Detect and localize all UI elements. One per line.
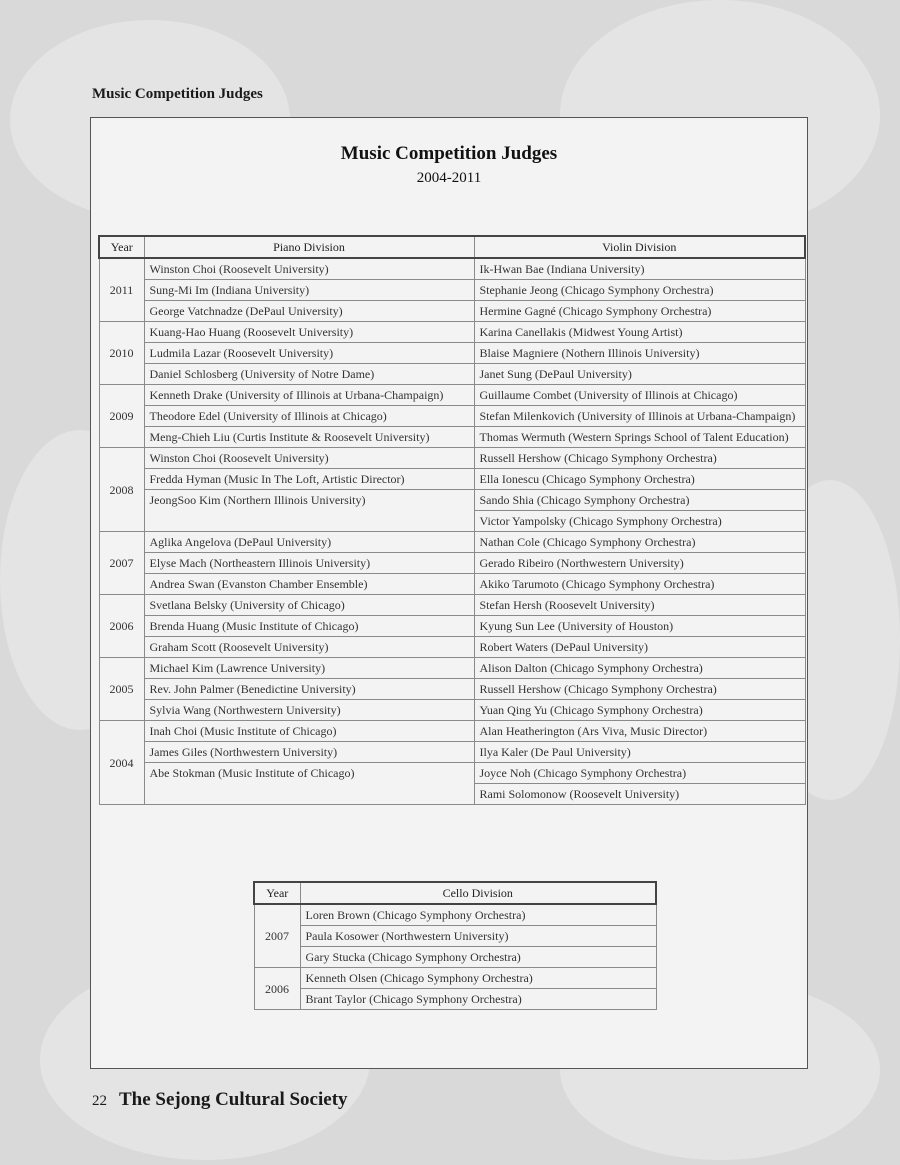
year-cell: 2006 xyxy=(99,595,144,658)
header-piano: Piano Division xyxy=(144,236,474,258)
piano-judge-cell: Ludmila Lazar (Roosevelt University) xyxy=(144,343,474,364)
violin-judge-cell: Janet Sung (DePaul University) xyxy=(474,364,805,385)
piano-judge-cell: James Giles (Northwestern University) xyxy=(144,742,474,763)
piano-judge-cell: Brenda Huang (Music Institute of Chicago) xyxy=(144,616,474,637)
header-year: Year xyxy=(254,882,300,904)
violin-judge-cell: Victor Yampolsky (Chicago Symphony Orchestra) xyxy=(474,511,805,532)
table-row xyxy=(99,343,805,364)
piano-judge-cell: Aglika Angelova (DePaul University) xyxy=(144,532,474,553)
table-header-row xyxy=(254,882,656,904)
table-row xyxy=(99,679,805,700)
table-row xyxy=(99,301,805,322)
violin-judge-cell: Akiko Tarumoto (Chicago Symphony Orchestra) xyxy=(474,574,805,595)
piano-judge-cell: Theodore Edel (University of Illinois at Chicago) xyxy=(144,406,474,427)
year-cell: 2007 xyxy=(99,532,144,595)
page-subtitle: 2004-2011 xyxy=(416,170,482,186)
table-row xyxy=(99,574,805,595)
table-row xyxy=(99,406,805,427)
piano-judge-cell: Winston Choi (Roosevelt University) xyxy=(144,448,474,469)
table-row xyxy=(254,904,656,926)
piano-judge-cell: Kuang-Hao Huang (Roosevelt University) xyxy=(144,322,474,343)
table-row xyxy=(254,947,656,968)
header-violin: Violin Division xyxy=(474,236,805,258)
year-cell: 2008 xyxy=(99,448,144,532)
violin-judge-cell: Thomas Wermuth (Western Springs School of Talent Education) xyxy=(474,427,805,448)
year-cell: 2006 xyxy=(254,968,300,1010)
violin-judge-cell: Gerado Ribeiro (Northwestern University) xyxy=(474,553,805,574)
cello-judge-cell: Paula Kosower (Northwestern University) xyxy=(300,926,656,947)
table-row xyxy=(99,763,805,784)
violin-judge-cell: Rami Solomonow (Roosevelt University) xyxy=(474,784,805,805)
table-row xyxy=(99,637,805,658)
piano-judge-cell: Elyse Mach (Northeastern Illinois University) xyxy=(144,553,474,574)
violin-judge-cell: Ella Ionescu (Chicago Symphony Orchestra) xyxy=(474,469,805,490)
table-row xyxy=(99,322,805,343)
table-row xyxy=(99,658,805,679)
table-row xyxy=(99,427,805,448)
cello-judge-cell: Brant Taylor (Chicago Symphony Orchestra) xyxy=(300,989,656,1010)
table-row xyxy=(99,553,805,574)
piano-judge-cell: Sylvia Wang (Northwestern University) xyxy=(144,700,474,721)
violin-judge-cell: Stefan Milenkovich (University of Illinois at Urbana-Champaign) xyxy=(474,406,805,427)
piano-judge-cell: Graham Scott (Roosevelt University) xyxy=(144,637,474,658)
piano-judge-cell: Andrea Swan (Evanston Chamber Ensemble) xyxy=(144,574,474,595)
table-header-row xyxy=(99,236,805,258)
piano-judge-cell: George Vatchnadze (DePaul University) xyxy=(144,301,474,322)
violin-judge-cell: Hermine Gagné (Chicago Symphony Orchestra) xyxy=(474,301,805,322)
violin-judge-cell: Ik-Hwan Bae (Indiana University) xyxy=(474,258,805,280)
header-year: Year xyxy=(99,236,144,258)
content-panel xyxy=(90,117,808,1069)
table-row xyxy=(99,364,805,385)
table-row xyxy=(99,469,805,490)
cello-judge-cell: Loren Brown (Chicago Symphony Orchestra) xyxy=(300,904,656,926)
year-cell: 2009 xyxy=(99,385,144,448)
table-row xyxy=(99,448,805,469)
table-row xyxy=(99,490,805,511)
page-title: Music Competition Judges xyxy=(340,143,558,164)
year-cell: 2011 xyxy=(99,258,144,322)
society-name: The Sejong Cultural Society xyxy=(119,1089,348,1110)
table-row xyxy=(99,385,805,406)
violin-judge-cell: Russell Hershow (Chicago Symphony Orchestra) xyxy=(474,448,805,469)
table-row xyxy=(254,989,656,1010)
violin-judge-cell: Ilya Kaler (De Paul University) xyxy=(474,742,805,763)
piano-judge-cell: Fredda Hyman (Music In The Loft, Artistic Director) xyxy=(144,469,474,490)
table-row xyxy=(99,280,805,301)
page-footer xyxy=(92,1089,348,1111)
piano-judge-cell: Rev. John Palmer (Benedictine University) xyxy=(144,679,474,700)
violin-judge-cell: Joyce Noh (Chicago Symphony Orchestra) xyxy=(474,763,805,784)
violin-judge-cell: Stefan Hersh (Roosevelt University) xyxy=(474,595,805,616)
violin-judge-cell: Guillaume Combet (University of Illinois at Chicago) xyxy=(474,385,805,406)
piano-judge-cell: Abe Stokman (Music Institute of Chicago) xyxy=(144,763,474,805)
violin-judge-cell: Robert Waters (DePaul University) xyxy=(474,637,805,658)
year-cell: 2007 xyxy=(254,904,300,968)
violin-judge-cell: Stephanie Jeong (Chicago Symphony Orchestra) xyxy=(474,280,805,301)
violin-judge-cell: Alan Heatherington (Ars Viva, Music Director) xyxy=(474,721,805,742)
table-row xyxy=(254,926,656,947)
violin-judge-cell: Alison Dalton (Chicago Symphony Orchestra) xyxy=(474,658,805,679)
judges-table xyxy=(98,235,806,805)
page-number: 22 xyxy=(92,1093,107,1109)
table-row xyxy=(99,742,805,763)
table-row xyxy=(254,968,656,989)
cello-judge-cell: Gary Stucka (Chicago Symphony Orchestra) xyxy=(300,947,656,968)
piano-judge-cell: Daniel Schlosberg (University of Notre Dame) xyxy=(144,364,474,385)
cello-table xyxy=(253,881,657,1010)
violin-judge-cell: Yuan Qing Yu (Chicago Symphony Orchestra) xyxy=(474,700,805,721)
violin-judge-cell: Karina Canellakis (Midwest Young Artist) xyxy=(474,322,805,343)
year-cell: 2004 xyxy=(99,721,144,805)
table-row xyxy=(99,700,805,721)
piano-judge-cell: Svetlana Belsky (University of Chicago) xyxy=(144,595,474,616)
piano-judge-cell: Inah Choi (Music Institute of Chicago) xyxy=(144,721,474,742)
year-cell: 2010 xyxy=(99,322,144,385)
piano-judge-cell: Michael Kim (Lawrence University) xyxy=(144,658,474,679)
violin-judge-cell: Russell Hershow (Chicago Symphony Orchestra) xyxy=(474,679,805,700)
table-row xyxy=(99,616,805,637)
running-head: Music Competition Judges xyxy=(92,86,263,102)
table-row xyxy=(99,532,805,553)
piano-judge-cell: JeongSoo Kim (Northern Illinois University) xyxy=(144,490,474,532)
violin-judge-cell: Nathan Cole (Chicago Symphony Orchestra) xyxy=(474,532,805,553)
piano-judge-cell: Kenneth Drake (University of Illinois at Urbana-Champaign) xyxy=(144,385,474,406)
table-row xyxy=(99,721,805,742)
table-row xyxy=(99,258,805,280)
cello-judge-cell: Kenneth Olsen (Chicago Symphony Orchestra) xyxy=(300,968,656,989)
table-row xyxy=(99,595,805,616)
violin-judge-cell: Kyung Sun Lee (University of Houston) xyxy=(474,616,805,637)
header-cello: Cello Division xyxy=(300,882,656,904)
piano-judge-cell: Meng-Chieh Liu (Curtis Institute & Roosevelt University) xyxy=(144,427,474,448)
violin-judge-cell: Blaise Magniere (Nothern Illinois University) xyxy=(474,343,805,364)
violin-judge-cell: Sando Shia (Chicago Symphony Orchestra) xyxy=(474,490,805,511)
year-cell: 2005 xyxy=(99,658,144,721)
piano-judge-cell: Winston Choi (Roosevelt University) xyxy=(144,258,474,280)
piano-judge-cell: Sung-Mi Im (Indiana University) xyxy=(144,280,474,301)
